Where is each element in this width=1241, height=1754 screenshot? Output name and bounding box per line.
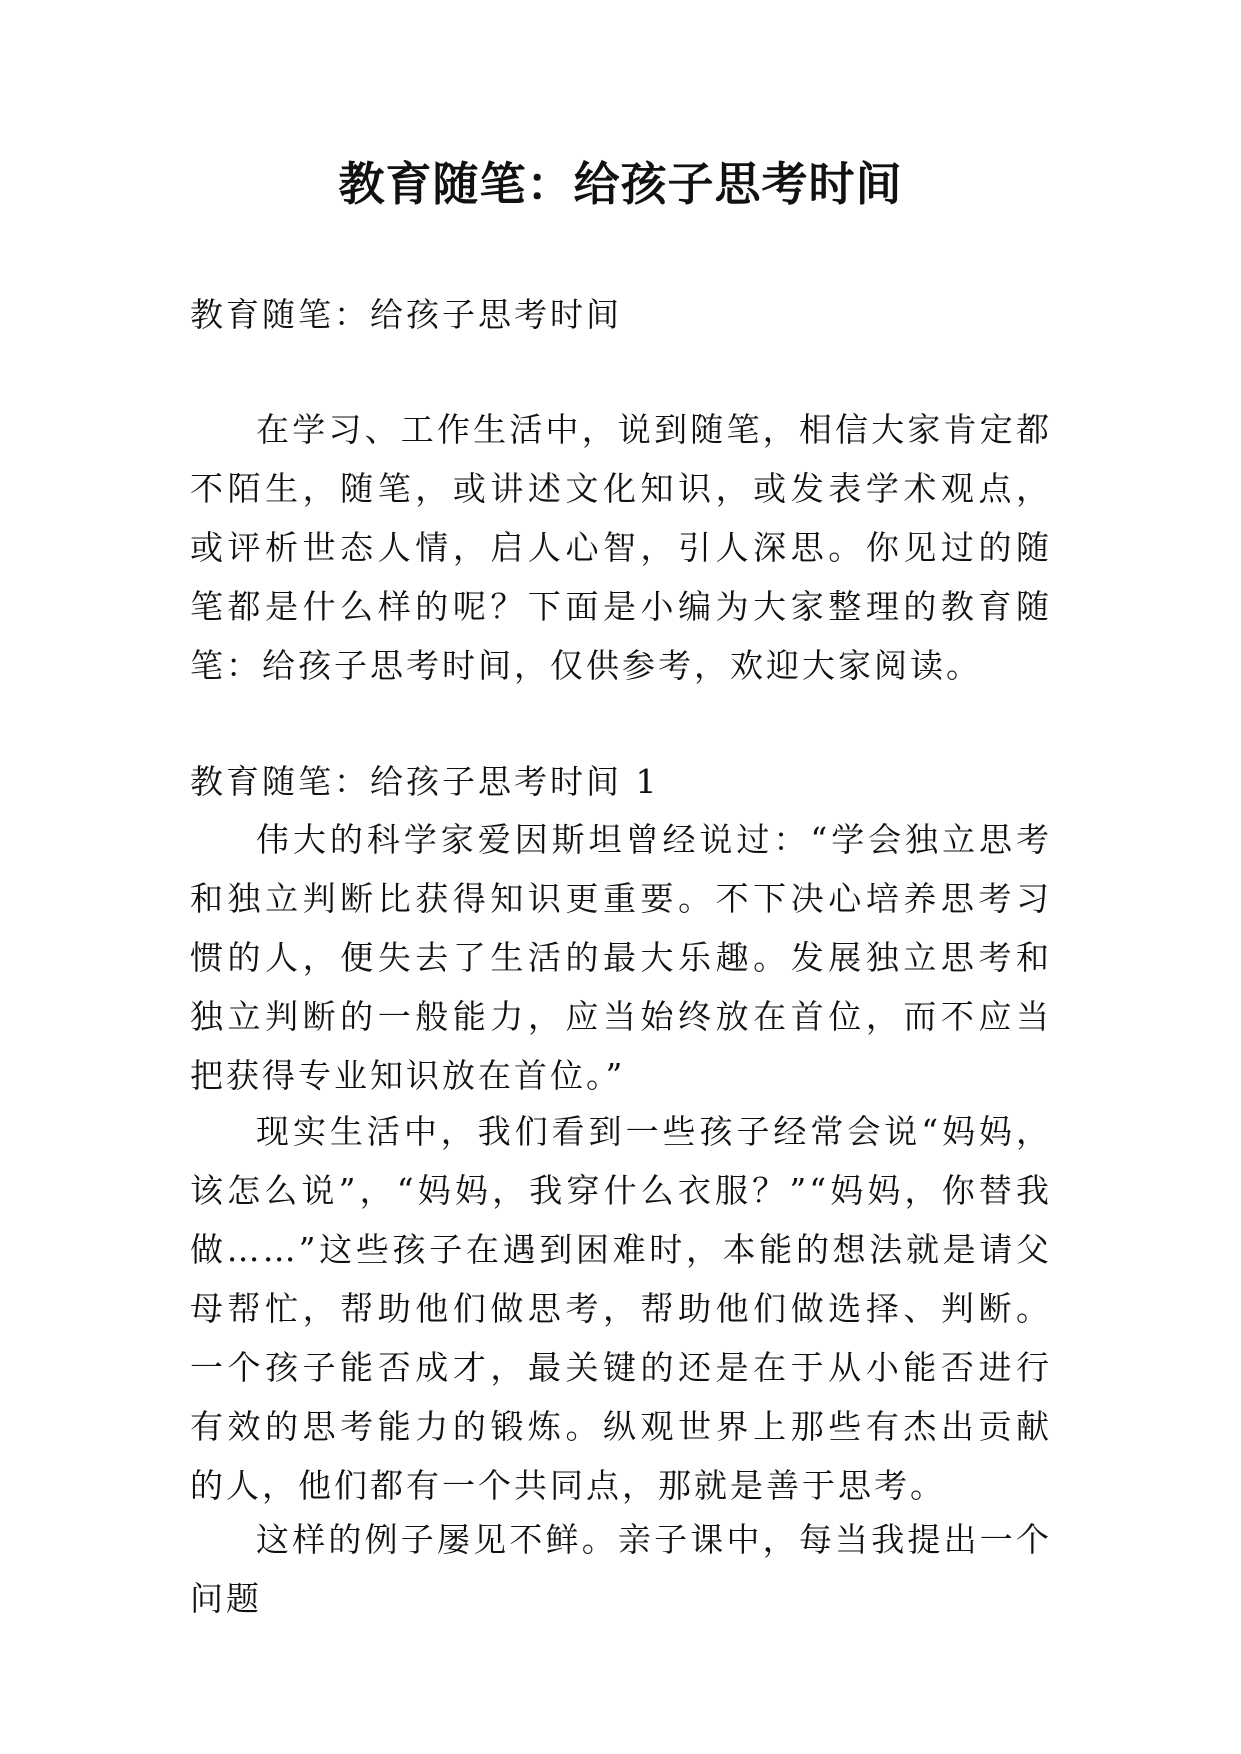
intro-paragraph: 在学习、工作生活中，说到随笔，相信大家肯定都不陌生，随笔，或讲述文化知识，或发表学术观点，或评析世态人情，启人心智，引人深思。你见过的随笔都是什么样的呢？下面是小编为大家整理的教育随笔：给孩子思考时间，仅供参考，欢迎大家阅读。	[190, 410, 1052, 685]
body-paragraph-quote: 伟大的科学家爱因斯坦曾经说过：“学会独立思考和独立判断比获得知识更重要。不下决心培养思考习惯的人，便失去了生活的最大乐趣。发展独立思考和独立判断的一般能力，应当始终放在首位，而不应当把获得专业知识放在首位。”	[190, 820, 1052, 1095]
section-heading: 教育随笔：给孩子思考时间 1	[190, 762, 660, 801]
body-paragraph-reality: 现实生活中，我们看到一些孩子经常会说“妈妈，该怎么说”，“妈妈，我穿什么衣服？”“妈妈，你替我做……”这些孩子在遇到困难时，本能的想法就是请父母帮忙，帮助他们做思考，帮助他们做选择、判断。一个孩子能否成才，最关键的还是在于从小能否进行有效的思考能力的锻炼。纵观世界上那些有杰出贡献的人，他们都有一个共同点，那就是善于思考。	[190, 1112, 1052, 1505]
document-title: 教育随笔：给孩子思考时间	[338, 157, 903, 211]
body-paragraph-example: 这样的例子屡见不鲜。亲子课中，每当我提出一个问题	[190, 1520, 1052, 1618]
document-subtitle: 教育随笔：给孩子思考时间	[190, 295, 622, 334]
